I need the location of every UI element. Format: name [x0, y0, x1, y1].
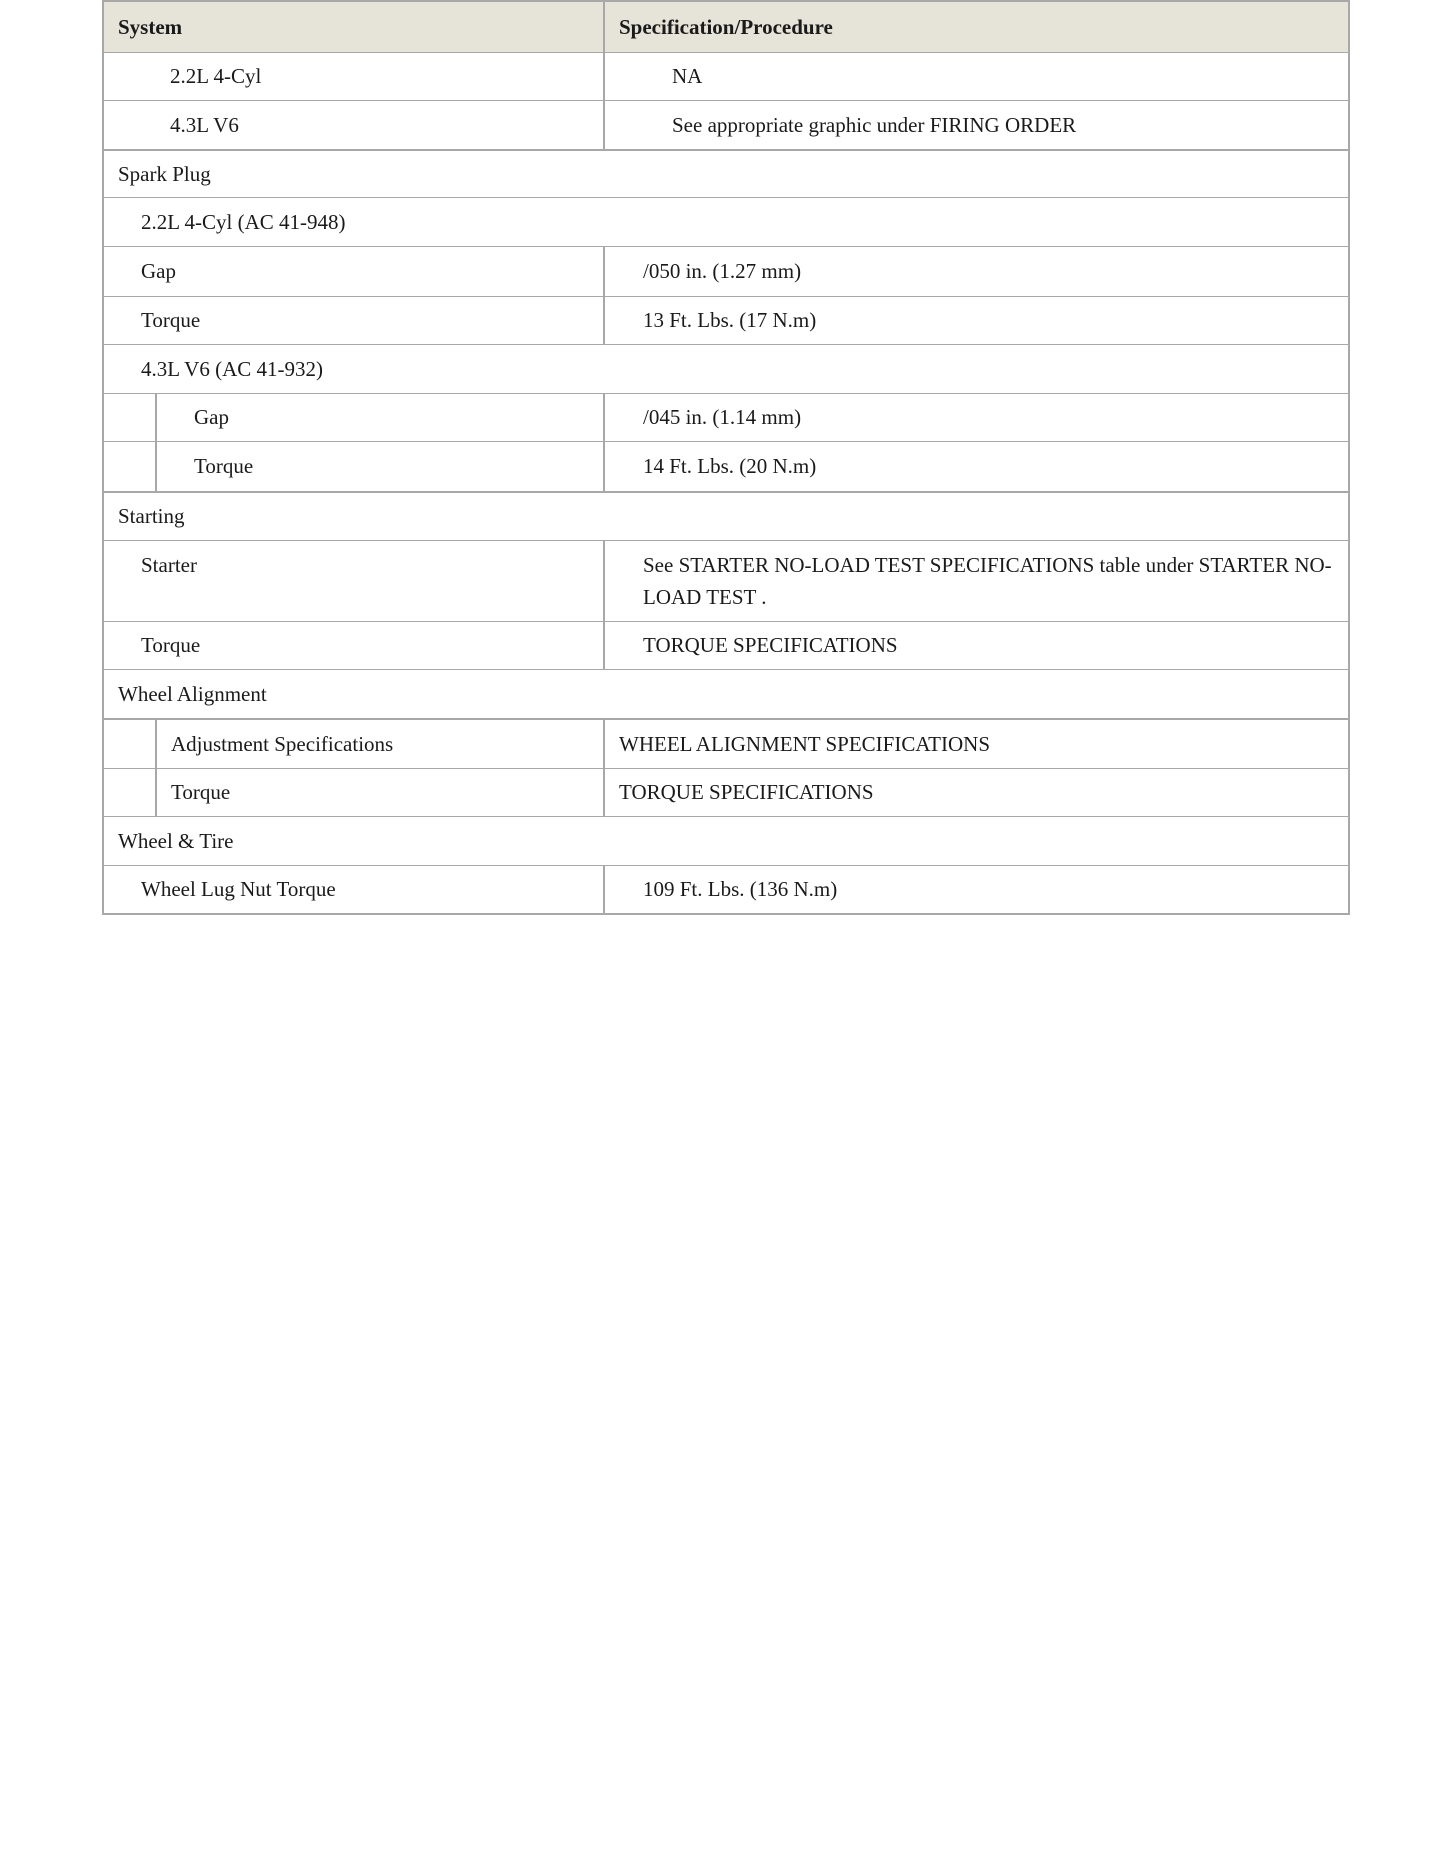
table-row — [104, 100, 1348, 149]
table-row — [104, 621, 1348, 669]
system-cell: Torque — [157, 442, 605, 491]
system-cell: Gap — [157, 394, 605, 441]
table-header-row — [104, 2, 1348, 52]
system-cell: Starter — [104, 541, 605, 621]
system-cell: Torque — [157, 769, 605, 816]
spec-cell: 14 Ft. Lbs. (20 N.m) — [643, 454, 817, 478]
system-cell: Torque — [104, 297, 605, 344]
system-cell: 4.3L V6 — [104, 101, 605, 149]
table-row — [104, 865, 1348, 913]
indent-stub — [104, 769, 157, 816]
spec-cell: NA — [672, 64, 703, 88]
table-row — [104, 296, 1348, 344]
section-heading: Starting — [118, 504, 185, 528]
section-row — [104, 491, 1348, 540]
system-cell: Adjustment Specifications — [157, 720, 605, 768]
indent-stub — [104, 442, 157, 491]
spec-cell: 13 Ft. Lbs. (17 N.m) — [643, 308, 817, 332]
subsection-row — [104, 344, 1348, 393]
indent-stub — [104, 720, 157, 768]
table-row — [104, 768, 1348, 816]
table-row — [104, 393, 1348, 441]
spec-cell: See STARTER NO-LOAD TEST SPECIFICATIONS table under STARTER NO-LOAD TEST . — [643, 553, 1332, 609]
subsection-row — [104, 197, 1348, 246]
section-row — [104, 816, 1348, 865]
spec-cell: 109 Ft. Lbs. (136 N.m) — [643, 877, 838, 901]
system-cell: 2.2L 4-Cyl — [104, 53, 605, 100]
spec-cell: TORQUE SPECIFICATIONS — [643, 633, 898, 657]
spec-cell: TORQUE SPECIFICATIONS — [619, 780, 874, 804]
table-row — [104, 441, 1348, 491]
system-cell: Wheel Lug Nut Torque — [104, 866, 605, 913]
column-header-specification: Specification/Procedure — [605, 2, 1348, 52]
table-row — [104, 718, 1348, 768]
system-cell: Torque — [104, 622, 605, 669]
table-row — [104, 540, 1348, 621]
section-row — [104, 149, 1348, 197]
indent-stub — [104, 394, 157, 441]
column-header-system: System — [104, 2, 605, 52]
spec-cell: See appropriate graphic under FIRING ORDER — [672, 112, 1077, 137]
section-heading: Wheel & Tire — [118, 828, 234, 853]
specifications-table — [102, 0, 1350, 915]
section-heading: Spark Plug — [118, 161, 211, 186]
system-cell: Gap — [104, 247, 605, 296]
spec-cell: /045 in. (1.14 mm) — [643, 405, 802, 429]
subsection-heading: 4.3L V6 (AC 41-932) — [141, 356, 323, 381]
spec-cell: /050 in. (1.27 mm) — [643, 259, 802, 283]
subsection-heading: 2.2L 4-Cyl (AC 41-948) — [141, 209, 346, 234]
spec-cell: WHEEL ALIGNMENT SPECIFICATIONS — [619, 731, 990, 756]
table-row — [104, 246, 1348, 296]
section-heading: Wheel Alignment — [118, 681, 267, 706]
section-row — [104, 669, 1348, 718]
table-row — [104, 52, 1348, 100]
